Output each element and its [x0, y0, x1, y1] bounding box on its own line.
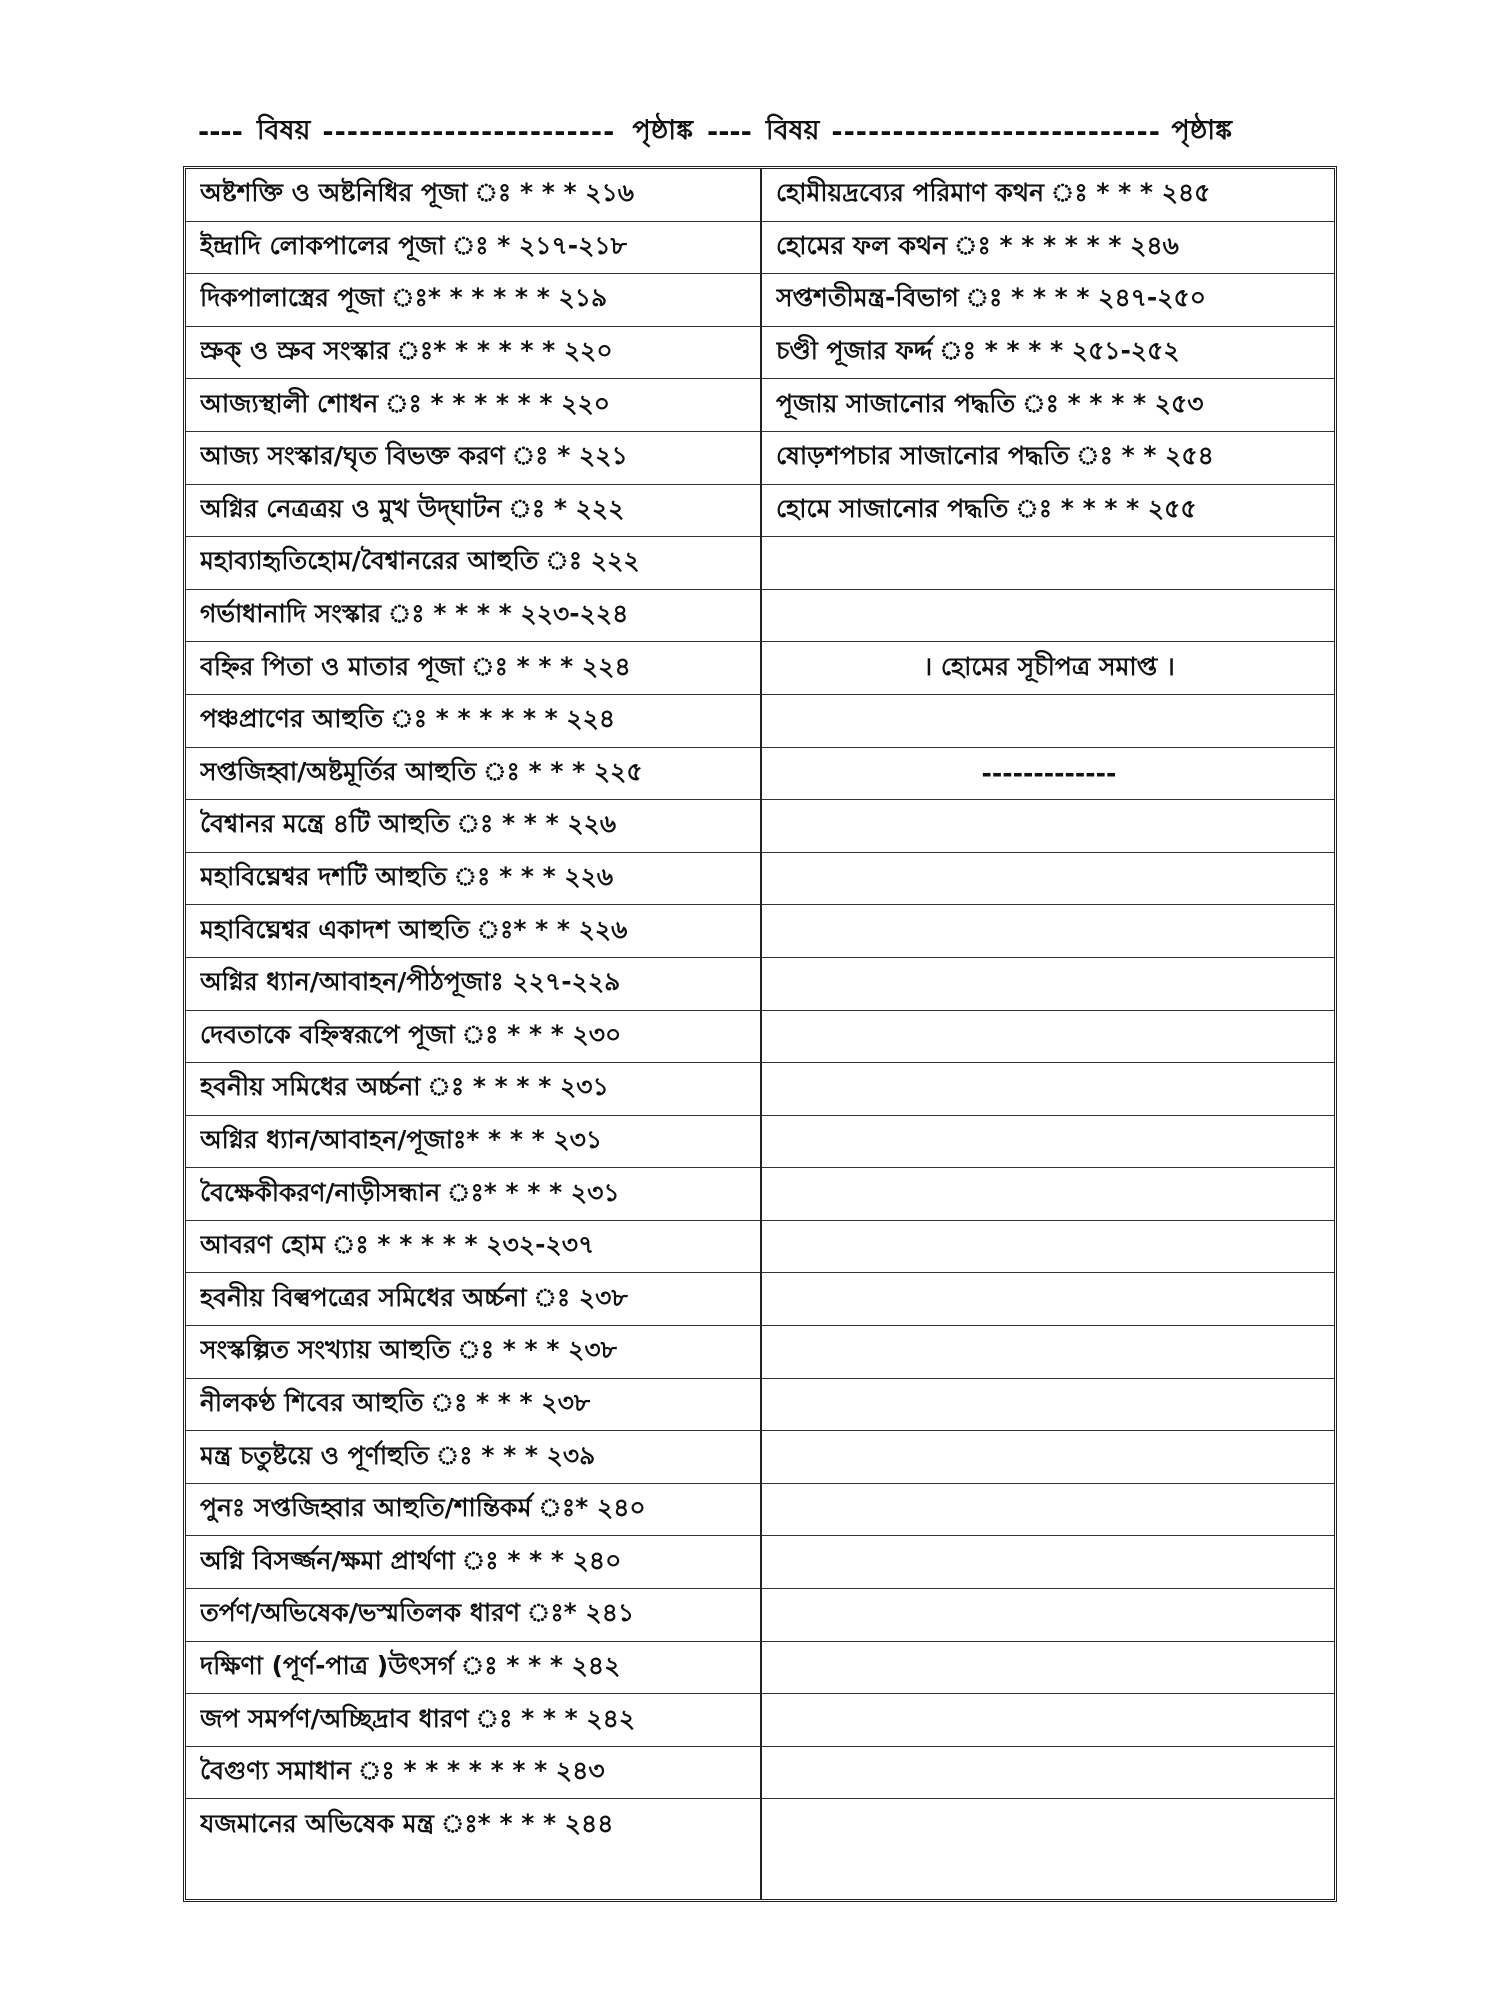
table-row: [762, 379, 1334, 432]
table-row: [186, 1168, 760, 1221]
index-entry: হোমের ফল কথন ঃ * * * * * * ২৪৬: [776, 230, 1179, 260]
table-row: [762, 958, 1334, 1011]
subject-label: বিষয়: [765, 114, 820, 146]
table-row: [762, 748, 1334, 801]
index-entry: সংস্কল্পিত সংখ্যায় আহুতি ঃ * * * ২৩৮: [200, 1335, 617, 1365]
index-entry: গর্ভাধানাদি সংস্কার ঃ * * * * ২২৩-২২৪: [200, 599, 629, 629]
table-row: [762, 905, 1334, 958]
table-row: [186, 1799, 760, 1852]
table-row: [186, 379, 760, 432]
index-entry: বৈশ্বানর মন্ত্রে ৪টি আহুতি ঃ * * * ২২৬: [200, 809, 617, 839]
left-column: [186, 169, 762, 1899]
index-entry: অগ্নি বিসর্জ্জন/ক্ষমা প্রার্থণা ঃ * * * ২৪০: [200, 1545, 622, 1575]
table-row: [762, 222, 1334, 275]
table-row: [186, 1431, 760, 1484]
table-row: [186, 1326, 760, 1379]
table-row: [762, 800, 1334, 853]
index-entry: যজমানের অভিষেক মন্ত্র ঃ* * * * ২৪৪: [200, 1809, 614, 1839]
table-row: [762, 1799, 1334, 1852]
header-dashes: ---------------------------: [831, 116, 1161, 148]
table-row: [186, 169, 760, 222]
index-entry: জপ সমর্পণ/অচ্ছিদ্রাব ধারণ ঃ * * * ২৪২: [200, 1703, 636, 1733]
table-row: [762, 1484, 1334, 1537]
page-number-label: পৃষ্ঠাঙ্ক: [1171, 114, 1233, 146]
index-entry: -------------: [981, 758, 1117, 788]
table-row: [186, 1011, 760, 1064]
table-row: [762, 1221, 1334, 1274]
index-entry: মহাবিঘ্নেশ্বর একাদশ আহুতি ঃ* * * ২২৬: [200, 914, 628, 944]
table-row: [762, 1116, 1334, 1169]
header-dashes: ----: [707, 116, 752, 148]
page-number-label: পৃষ্ঠাঙ্ক: [632, 114, 694, 146]
table-row: [186, 1694, 760, 1747]
header-dashes: ------------------------: [322, 116, 616, 148]
table-row: [762, 169, 1334, 222]
index-entry: নীলকণ্ঠ শিবের আহুতি ঃ * * * ২৩৮: [200, 1387, 591, 1417]
table-row: [762, 1589, 1334, 1642]
column-header: [198, 112, 1318, 152]
right-column: [762, 169, 1334, 1899]
index-entry: পুনঃ সপ্তজিহ্বার আহুতি/শান্তিকর্ম ঃ* ২৪০: [200, 1493, 646, 1523]
table-row: [186, 1063, 760, 1116]
index-entry: আজ্যস্থালী শোধন ঃ * * * * * * ২২০: [200, 388, 610, 418]
table-row: [186, 485, 760, 538]
table-row: [186, 1484, 760, 1537]
index-entry: স্রুক্‌ ও স্রুব সংস্কার ঃ* * * * * * ২২০: [200, 336, 613, 366]
index-entry: ইন্দ্রাদি লোকপালের পূজা ঃ * ২১৭-২১৮: [200, 230, 627, 260]
table-row: [186, 222, 760, 275]
index-entry: মহাব্যাহৃতিহোম/বৈশ্বানরের আহুতি ঃ ২২২: [200, 546, 640, 576]
index-table: [183, 166, 1337, 1902]
table-row: [762, 590, 1334, 643]
index-entry: । হোমের সূচীপত্র সমাপ্ত ।: [923, 651, 1175, 681]
header-dashes: ----: [198, 116, 243, 148]
table-row: [762, 1063, 1334, 1116]
table-row: [186, 853, 760, 906]
table-row: [762, 1168, 1334, 1221]
table-row: [762, 1694, 1334, 1747]
table-row: [762, 274, 1334, 327]
index-entry: আবরণ হোম ঃ * * * * * ২৩২-২৩৭: [200, 1230, 595, 1260]
table-row: [186, 800, 760, 853]
table-row: [186, 642, 760, 695]
index-entry: হবনীয় সমিধের অর্চ্চনা ঃ * * * * ২৩১: [200, 1072, 609, 1102]
index-entry: হোমে সাজানোর পদ্ধতি ঃ * * * * ২৫৫: [776, 493, 1197, 523]
table-row: [762, 1431, 1334, 1484]
index-entry: দক্ষিণা (পূর্ণ-পাত্র )উৎসর্গ ঃ * * * ২৪২: [200, 1650, 621, 1680]
table-row: [762, 1326, 1334, 1379]
table-row: [762, 695, 1334, 748]
table-row: [186, 1589, 760, 1642]
table-row: [186, 1747, 760, 1800]
table-row: [762, 537, 1334, 590]
table-row: [186, 432, 760, 485]
table-row: [762, 1011, 1334, 1064]
index-entry: চণ্ডী পূজার ফর্দ্দ ঃ * * * * ২৫১-২৫২: [776, 336, 1180, 366]
index-entry: সপ্তজিহ্বা/অষ্টমূর্তির আহুতি ঃ * * * ২২৫: [200, 756, 643, 786]
table-row: [186, 1221, 760, 1274]
index-entry: ষোড়শপচার সাজানোর পদ্ধতি ঃ * * ২৫৪: [776, 441, 1214, 471]
table-row: [186, 537, 760, 590]
index-entry: দিকপালাস্ত্রের পূজা ঃ* * * * * * ২১৯: [200, 283, 608, 313]
table-row: [762, 485, 1334, 538]
table-row: [186, 748, 760, 801]
table-row: [186, 695, 760, 748]
index-entry: বৈক্ষেকীকরণ/নাড়ীসন্ধান ঃ* * * * ২৩১: [200, 1177, 620, 1207]
index-entry: অগ্নির নেত্রত্রয় ও মুখ উদ্‌ঘাটন ঃ * ২২২: [200, 493, 625, 523]
table-row: [762, 853, 1334, 906]
table-row: [762, 1642, 1334, 1695]
table-row: [762, 432, 1334, 485]
index-entry: তর্পণ/অভিষেক/ভস্মতিলক ধারণ ঃ* ২৪১: [200, 1598, 635, 1628]
table-row: [762, 642, 1334, 695]
index-entry: সপ্তশতীমন্ত্র-বিভাগ ঃ * * * * ২৪৭-২৫০: [776, 283, 1207, 313]
table-row: [762, 1747, 1334, 1800]
index-entry: আজ্য সংস্কার/ঘৃত বিভক্ত করণ ঃ * ২২১: [200, 441, 628, 471]
index-entry: অগ্নির ধ্যান/আবাহন/পীঠপূজাঃ ২২৭-২২৯: [200, 967, 621, 997]
index-entry: অগ্নির ধ্যান/আবাহন/পূজাঃ* * * * ২৩১: [200, 1124, 603, 1154]
subject-label: বিষয়: [256, 114, 311, 146]
table-row: [762, 327, 1334, 380]
table-row: [186, 327, 760, 380]
table-row: [186, 1116, 760, 1169]
table-row: [186, 1379, 760, 1432]
index-entry: হবনীয় বিল্বপত্রের সমিধের অর্চ্চনা ঃ ২৩৮: [200, 1282, 628, 1312]
index-entry: দেবতাকে বহ্নিস্বরূপে পূজা ঃ * * * ২৩০: [200, 1019, 622, 1049]
index-entry: হোমীয়দ্রব্যের পরিমাণ কথন ঃ * * * ২৪৫: [776, 178, 1211, 208]
table-row: [762, 1379, 1334, 1432]
table-row: [186, 905, 760, 958]
index-entry: পূজায় সাজানোর পদ্ধতি ঃ * * * * ২৫৩: [776, 388, 1204, 418]
index-entry: অষ্টশক্তি ও অষ্টনিধির পূজা ঃ * * * ২১৬: [200, 178, 635, 208]
table-row: [762, 1273, 1334, 1326]
table-row: [186, 590, 760, 643]
index-entry: বহ্নির পিতা ও মাতার পূজা ঃ * * * ২২৪: [200, 651, 631, 681]
table-row: [186, 274, 760, 327]
table-row: [186, 1273, 760, 1326]
index-entry: মহাবিঘ্নেশ্বর দশটি আহুতি ঃ * * * ২২৬: [200, 862, 614, 892]
table-row: [186, 1536, 760, 1589]
index-entry: বৈগুণ্য সমাধান ঃ * * * * * * * ২৪৩: [200, 1756, 605, 1786]
index-entry: পঞ্চপ্রাণের আহুতি ঃ * * * * * * ২২৪: [200, 704, 616, 734]
index-entry: মন্ত্র চতুষ্টয়ে ও পূর্ণাহুতি ঃ * * * ২৩৯: [200, 1440, 596, 1470]
table-row: [186, 958, 760, 1011]
table-row: [186, 1642, 760, 1695]
table-row: [762, 1536, 1334, 1589]
